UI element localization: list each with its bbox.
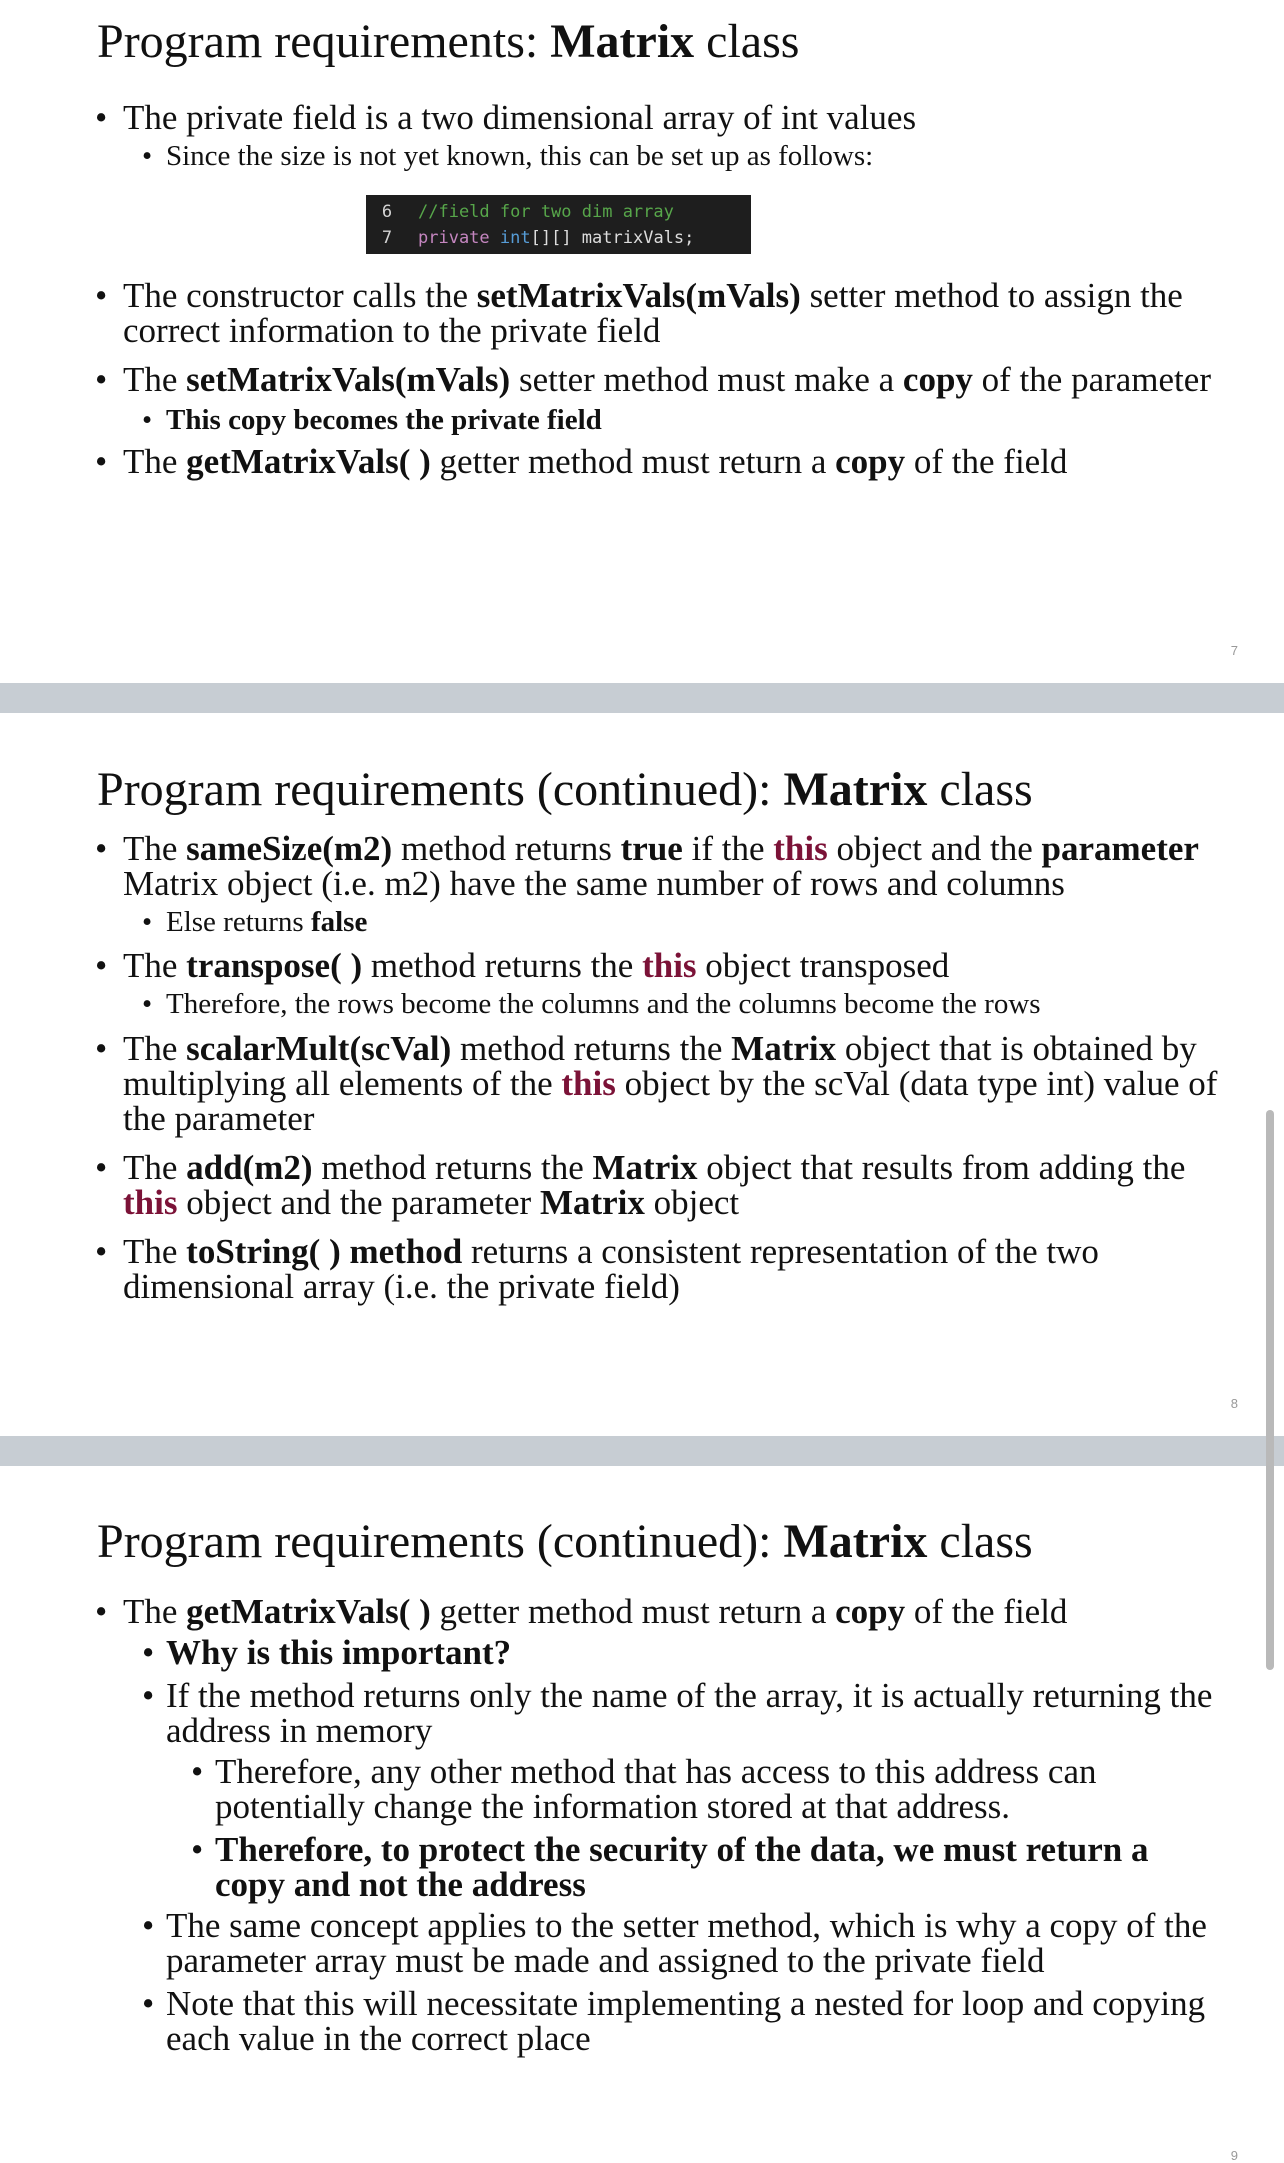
bullet-list-2 <box>95 276 1224 482</box>
sub-bullet-nested-loop: • Note that this will necessitate implementing a nested for loop and copying each value in the correct place <box>142 1986 1224 2056</box>
slide-separator <box>0 683 1284 713</box>
line-number: 7 <box>381 228 393 248</box>
sub-sub-bullet-security: • Therefore, to protect the security of the data, we must return a copy and not the address <box>191 1832 1224 1902</box>
bullet-list <box>95 831 1224 1304</box>
bullet-private-field: • The private field is a two dimensional array of int values <box>95 100 1224 135</box>
bullet-transpose: • The transpose( ) method returns the this object transposed <box>95 948 1224 983</box>
sub-sub-bullet-change: • Therefore, any other method that has access to this address can potentially change the information stored at that address. <box>191 1754 1224 1824</box>
sub-bullet-address: • If the method returns only the name of the array, it is actually returning the address in memory <box>142 1678 1224 1748</box>
scrollbar-thumb[interactable] <box>1266 1110 1274 1670</box>
bullet-add: • The add(m2) method returns the Matrix object that results from adding the this object and the parameter Matrix object <box>95 1150 1224 1220</box>
sub-bullet-why: • Why is this important? <box>142 1635 1224 1670</box>
slide-separator <box>0 1436 1284 1466</box>
bullet-samesize: • The sameSize(m2) method returns true if the this object and the parameter Matrix object (i.e. m2) have the same number of rows and columns <box>95 831 1224 901</box>
line-number: 6 <box>381 202 393 222</box>
sub-bullet-else: • Else returns false <box>142 907 1224 938</box>
sub-bullet-rows: • Therefore, the rows become the columns and the columns become the rows <box>142 989 1224 1020</box>
slide-7 <box>0 0 1264 683</box>
slide-8 <box>0 713 1264 1436</box>
sub-bullet-setter: • The same concept applies to the setter method, which is why a copy of the parameter array must be made and assigned to the private field <box>142 1908 1224 1978</box>
bullet-constructor: • The constructor calls the setMatrixVals(mVals) setter method to assign the correct information to the private field <box>95 278 1224 348</box>
slide-title: Program requirements (continued): Matrix class <box>97 763 1033 816</box>
code-comment: //field for two dim array <box>418 202 674 222</box>
slide-9 <box>0 1466 1264 2163</box>
bullet-list <box>95 1594 1224 2056</box>
bullet-setter: • The setMatrixVals(mVals) setter method must make a copy of the parameter <box>95 362 1224 397</box>
page-number: 7 <box>1230 643 1238 658</box>
sub-bullet-copy: • This copy becomes the private field <box>142 405 1224 436</box>
page-number: 8 <box>1230 1396 1238 1411</box>
slide-title: Program requirements (continued): Matrix class <box>97 1515 1033 1568</box>
slide-title: Program requirements: Matrix class <box>97 15 800 68</box>
bullet-list <box>95 100 1224 172</box>
code-snippet <box>366 195 751 254</box>
bullet-getter-copy: • The getMatrixVals( ) getter method must return a copy of the field <box>95 1594 1224 1629</box>
sub-bullet-size: • Since the size is not yet known, this can be set up as follows: <box>142 141 1224 172</box>
bullet-tostring: • The toString( ) method returns a consistent representation of the two dimensional array (i.e. the private field) <box>95 1234 1224 1304</box>
bullet-getter: • The getMatrixVals( ) getter method must return a copy of the field <box>95 444 1224 479</box>
code-declaration: private int[][] matrixVals; <box>418 228 695 248</box>
page-number: 9 <box>1230 2148 1238 2163</box>
bullet-scalarmult: • The scalarMult(scVal) method returns the Matrix object that is obtained by multiplying all elements of the this object by the scVal (data type int) value of the parameter <box>95 1031 1224 1136</box>
